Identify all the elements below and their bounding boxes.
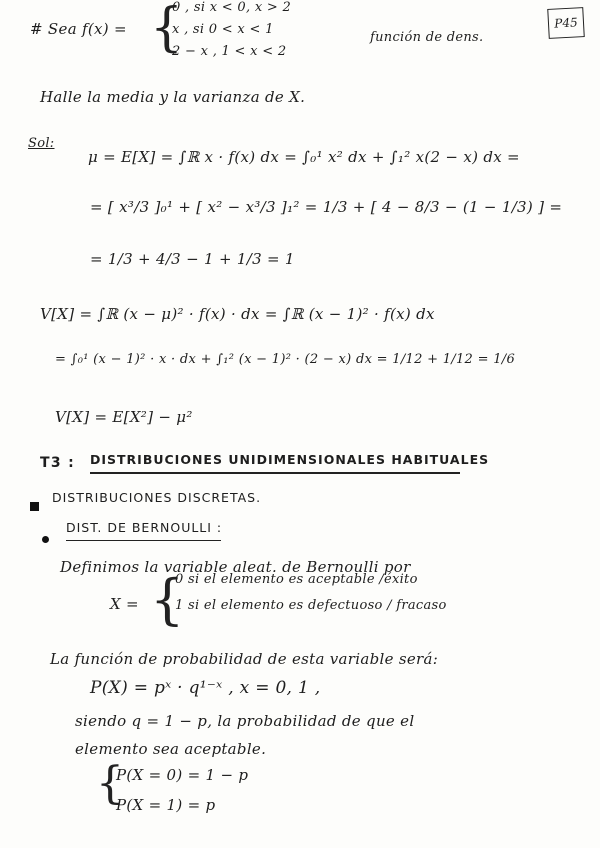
- definition-brace: {: [150, 0, 184, 58]
- pmf-values-brace: {: [96, 758, 124, 809]
- definition-case-1: 0 , si x < 0, x > 2: [172, 0, 292, 15]
- variance-line-3: V[X] = E[X²] − μ²: [55, 408, 193, 426]
- discrete-subtitle: DISTRIBUCIONES DISCRETAS.: [52, 490, 262, 505]
- bernoulli-brace: {: [150, 568, 185, 631]
- mean-line-2: = [ x³/3 ]₀¹ + [ x² − x³/3 ]₁² = 1/3 + [ 4 − 8/3 − (1 − 1/3) ] =: [90, 198, 563, 216]
- task-statement: Halle la media y la varianza de X.: [40, 88, 306, 106]
- mean-line-3: = 1/3 + 4/3 − 1 + 1/3 = 1: [90, 250, 295, 268]
- q-definition: siendo q = 1 − p, la probabilidad de que el: [75, 712, 415, 730]
- p-of-zero: P(X = 0) = 1 − p: [116, 766, 249, 784]
- solution-label: Sol:: [28, 136, 55, 151]
- definition-case-2: x , si 0 < x < 1: [172, 22, 274, 37]
- bernoulli-definition: Definimos la variable aleat. de Bernoulli por: [60, 558, 411, 576]
- dot-bullet: [42, 536, 49, 543]
- mean-line-1: μ = E[X] = ∫ℝ x · f(x) dx = ∫₀¹ x² dx + ∫₁² x(2 − x) dx =: [88, 148, 520, 166]
- variance-line-2: = ∫₀¹ (x − 1)² · x · dx + ∫₁² (x − 1)² · (2 − x) dx = 1/12 + 1/12 = 1/6: [55, 352, 516, 367]
- probability-mass-function: P(X) = pˣ · q¹⁻ˣ , x = 0, 1 ,: [90, 678, 321, 698]
- q-definition-cont: elemento sea aceptable.: [75, 740, 267, 758]
- bernoulli-case-success: 0 si el elemento es aceptable /éxito: [175, 572, 418, 587]
- p-of-one: P(X = 1) = p: [116, 796, 216, 814]
- page-number-badge: P45: [547, 7, 585, 39]
- bernoulli-underline: [66, 540, 221, 541]
- topic-number: T3 :: [40, 455, 75, 471]
- bernoulli-title: DIST. DE BERNOULLI :: [66, 520, 223, 535]
- topic-title-underline: [90, 472, 460, 474]
- square-bullet: [30, 502, 39, 511]
- probability-function-intro: La función de probabilidad de esta variable será:: [50, 650, 439, 668]
- definition-prefix: # Sea f(x) =: [30, 20, 127, 38]
- topic-title: DISTRIBUCIONES UNIDIMENSIONALES HABITUALES: [90, 452, 490, 467]
- variance-line-1: V[X] = ∫ℝ (x − μ)² · f(x) · dx = ∫ℝ (x − 1)² · f(x) dx: [40, 305, 435, 323]
- definition-note: función de dens.: [370, 30, 484, 45]
- definition-case-3: 2 − x , 1 < x < 2: [172, 44, 287, 59]
- bernoulli-case-failure: 1 si el elemento es defectuoso / fracaso: [175, 598, 447, 613]
- bernoulli-x-equals: X =: [110, 595, 139, 613]
